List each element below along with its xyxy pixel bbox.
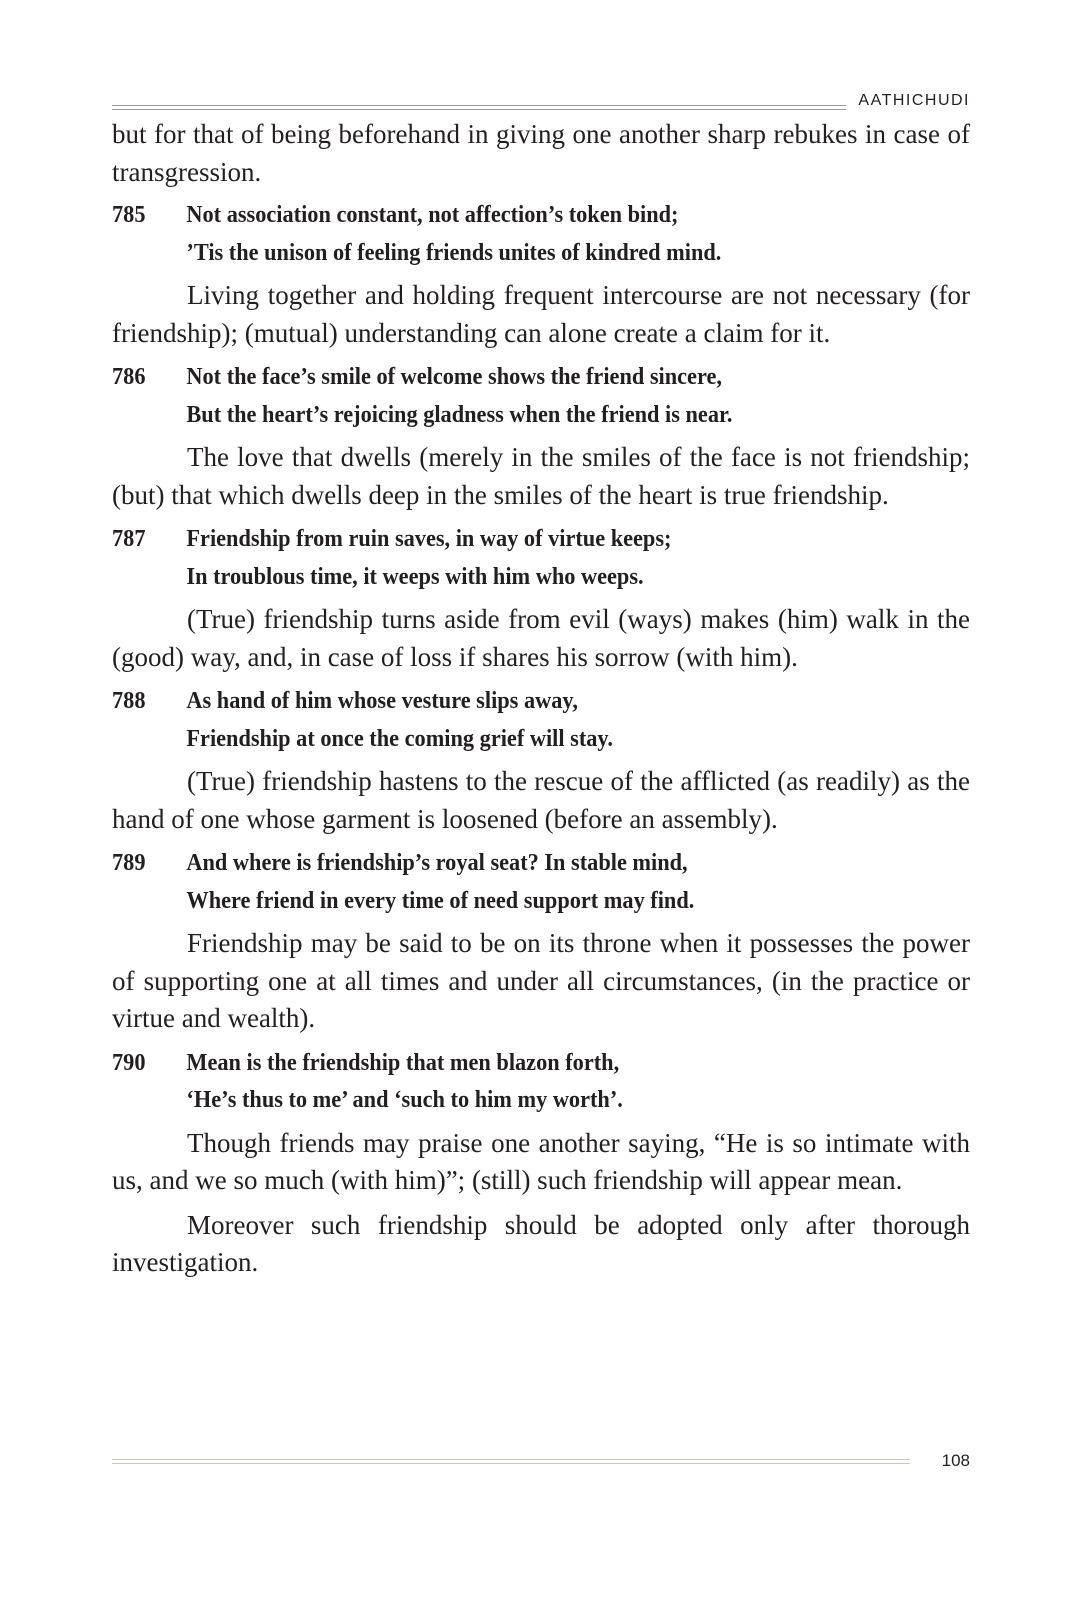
- couplet: [112, 1045, 910, 1120]
- footer-rule: [112, 1459, 910, 1464]
- entry-785: [112, 197, 970, 352]
- couplet-number: 790: [112, 1049, 146, 1076]
- entry-789: [112, 845, 970, 1038]
- couplet: [112, 521, 910, 596]
- couplet-line-1: Not the face’s smile of welcome shows the friend sincere,: [186, 364, 722, 390]
- couplet-number: 789: [112, 850, 146, 876]
- page-footer: [112, 1451, 970, 1475]
- couplet-line-2: But the heart’s rejoicing gladness when the friend is near.: [186, 401, 733, 428]
- couplet-line-1: Mean is the friendship that men blazon forth,: [186, 1049, 620, 1076]
- entry-786: [112, 359, 970, 514]
- header-rule: [112, 105, 846, 110]
- running-header: [112, 92, 970, 116]
- entry-790: [112, 1045, 970, 1200]
- explanation-paragraph: (True) friendship hastens to the rescue of the afflicted (as readily) as the hand of one whose garment is loosened (before an assembly).: [112, 766, 970, 834]
- closing-paragraph: Moreover such friendship should be adopted only after thorough investigation.: [112, 1209, 970, 1277]
- couplet-line-1: And where is friendship’s royal seat? In stable mind,: [186, 850, 688, 876]
- intro-paragraph: but for that of being beforehand in giving one another sharp rebukes in case of transgression.: [112, 119, 970, 187]
- explanation-paragraph: The love that dwells (merely in the smiles of the face is not friendship; (but) that which dwells deep in the smiles of the heart is true friendship.: [112, 442, 970, 510]
- couplet: [112, 197, 910, 272]
- explanation-paragraph: Though friends may praise one another saying, “He is so intimate with us, and we so much (with him)”; (still) such friendship will appear mean.: [112, 1127, 970, 1195]
- couplet: [112, 683, 910, 758]
- couplet-line-2: ’Tis the unison of feeling friends unites of kindred mind.: [186, 239, 722, 266]
- couplet-number: 785: [112, 202, 146, 228]
- couplet-line-1: Friendship from ruin saves, in way of virtue keeps;: [186, 526, 672, 552]
- couplet-number: 788: [112, 688, 146, 714]
- couplet: [112, 845, 910, 920]
- explanation-paragraph: Friendship may be said to be on its throne when it possesses the power of supporting one at all times and under all circumstances, (in the practice or virtue and wealth).: [112, 928, 970, 1033]
- couplet-line-1: As hand of him whose vesture slips away,: [186, 688, 578, 714]
- couplet-line-2: Where friend in every time of need support may find.: [186, 887, 695, 914]
- explanation-paragraph: Living together and holding frequent intercourse are not necessary (for friendship); (mutual) understanding can alone create a claim for it.: [112, 280, 970, 348]
- couplet-line-2: Friendship at once the coming grief will stay.: [186, 725, 613, 752]
- couplet: [112, 359, 910, 434]
- page-body: [112, 116, 970, 1289]
- header-title: AATHICHUDI: [858, 92, 970, 109]
- explanation-paragraph: (True) friendship turns aside from evil (ways) makes (him) walk in the (good) way, and, in case of loss if shares his sorrow (with him).: [112, 604, 970, 672]
- couplet-number: 787: [112, 526, 146, 552]
- entry-788: [112, 683, 970, 838]
- couplet-line-2: ‘He’s thus to me’ and ‘such to him my worth’.: [186, 1087, 623, 1113]
- couplet-line-2: In troublous time, it weeps with him who weeps.: [186, 563, 644, 590]
- couplet-number: 786: [112, 364, 146, 390]
- page-number: 108: [941, 1451, 970, 1470]
- couplet-line-1: Not association constant, not affection’s token bind;: [186, 202, 679, 228]
- entry-787: [112, 521, 970, 676]
